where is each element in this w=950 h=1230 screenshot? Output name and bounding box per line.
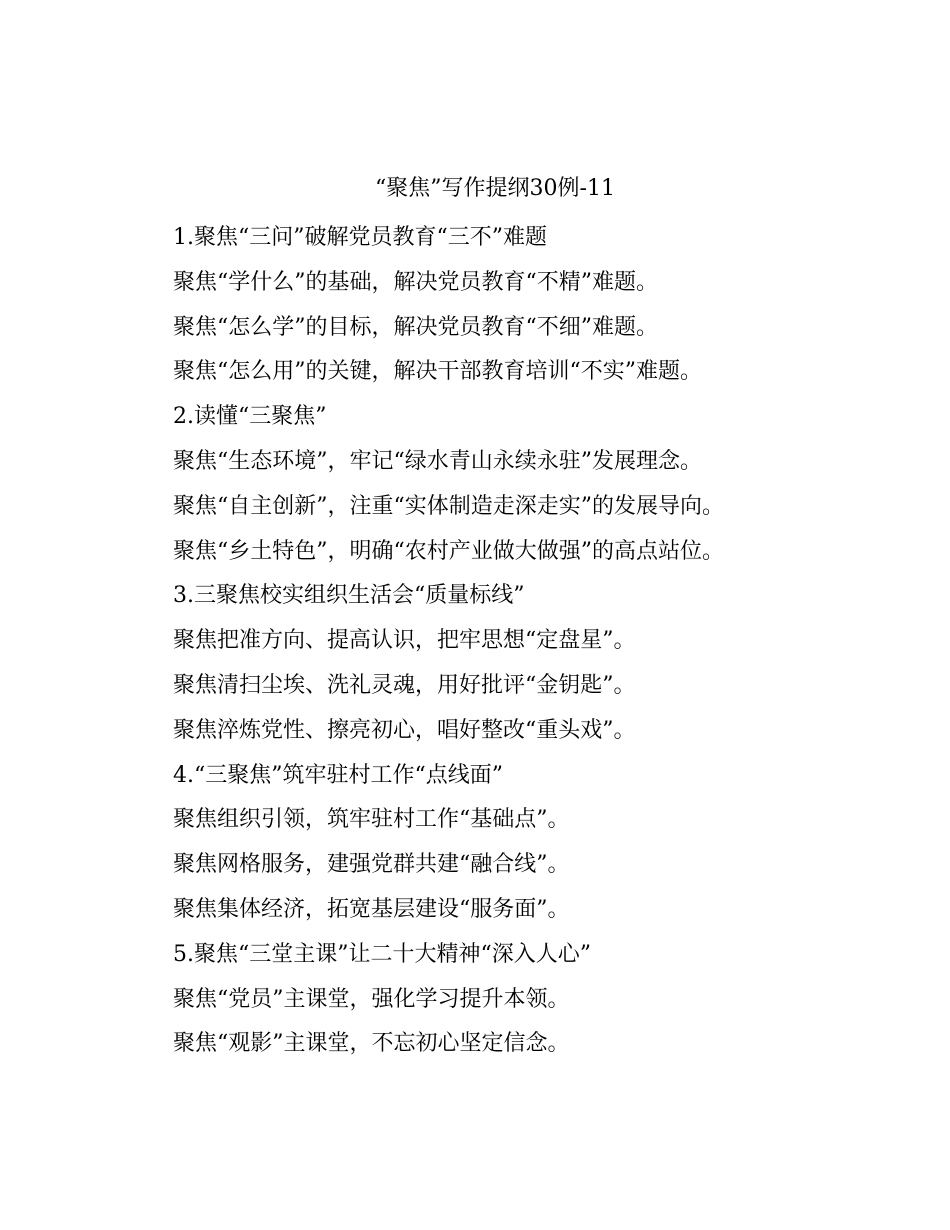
- body-line: 聚焦“怎么学”的目标，解决党员教育“不细”难题。: [173, 314, 658, 340]
- body-line: 聚焦“自主创新”，注重“实体制造走深走实”的发展导向。: [173, 493, 724, 519]
- body-line: 聚焦“学什么”的基础，解决党员教育“不精”难题。: [173, 269, 658, 295]
- heading-2: 2.读懂“三聚焦”: [173, 404, 327, 430]
- heading-3: 3.三聚焦校实组织生活会“质量标线”: [173, 583, 525, 609]
- body-line: 聚焦把准方向、提高认识，把牢思想“定盘星”。: [173, 628, 636, 654]
- body-line: 聚焦网格服务，建强党群共建“融合线”。: [173, 852, 570, 878]
- body-line: 聚焦集体经济，拓宽基层建设“服务面”。: [173, 896, 570, 922]
- body-line: 聚焦组织引领，筑牢驻村工作“基础点”。: [173, 807, 570, 833]
- body-line: 聚焦淬炼党性、擦亮初心，唱好整改“重头戏”。: [173, 717, 636, 743]
- body-line: 聚焦“观影”主课堂，不忘初心坚定信念。: [173, 1031, 570, 1057]
- body-line: 聚焦“乡土特色”，明确“农村产业做大做强”的高点站位。: [173, 538, 724, 564]
- body-line: 聚焦清扫尘埃、洗礼灵魂，用好批评“金钥匙”。: [173, 672, 636, 698]
- body-line: 聚焦“生态环境”，牢记“绿水青山永续永驻”发展理念。: [173, 448, 702, 474]
- document-title: “聚焦”写作提纲30例-11: [375, 176, 615, 201]
- heading-1: 1.聚焦“三问”破解党员教育“三不”难题: [173, 225, 547, 250]
- heading-4: 4.“三聚焦”筑牢驻村工作“点线面”: [173, 762, 503, 788]
- body-line: 聚焦“怎么用”的关键，解决干部教育培训“不实”难题。: [173, 359, 702, 385]
- body-line: 聚焦“党员”主课堂，强化学习提升本领。: [173, 986, 570, 1012]
- heading-5: 5.聚焦“三堂主课”让二十大精神“深入人心”: [173, 941, 591, 967]
- document-body: [173, 216, 893, 1067]
